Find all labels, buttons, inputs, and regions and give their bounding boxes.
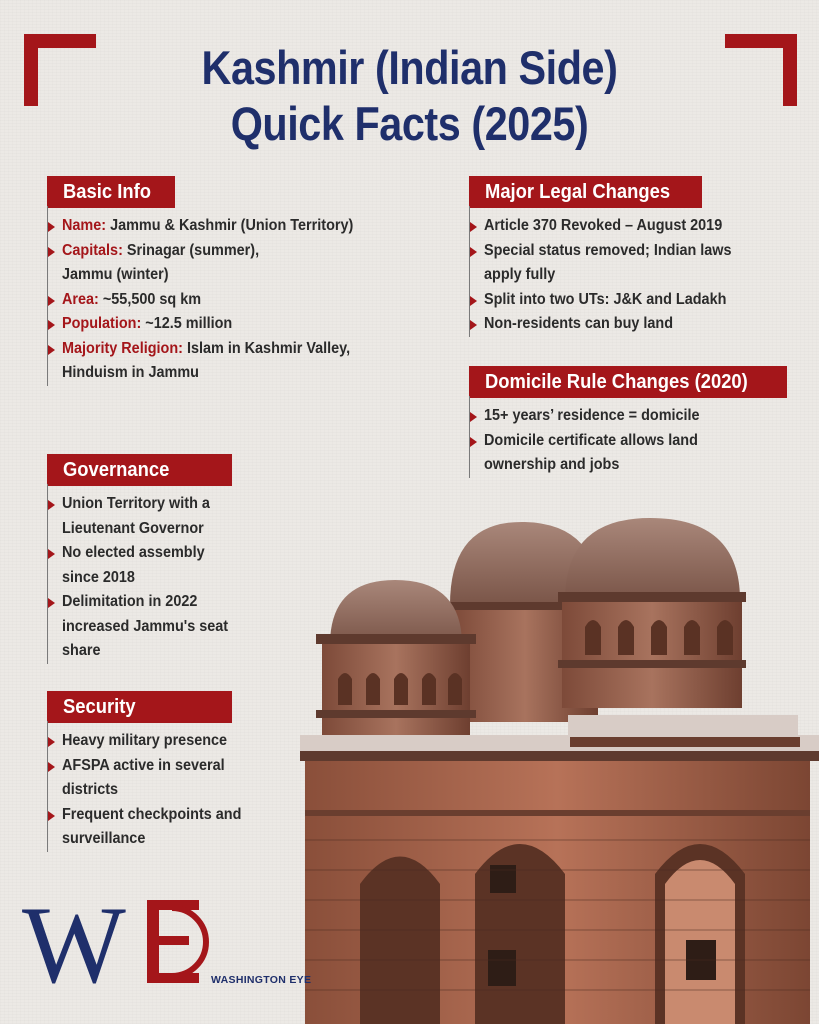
- governance-section: [47, 454, 247, 664]
- list-item: Split into two UTs: J&K and Ladakh: [469, 288, 769, 313]
- list-item: Union Territory with a Lieutenant Governor: [47, 492, 237, 541]
- security-section: [47, 691, 247, 852]
- list-item: Article 370 Revoked – August 2019: [469, 214, 769, 239]
- washington-eye-logo: [22, 886, 222, 996]
- list-item: Population: ~12.5 million: [47, 312, 372, 337]
- shrine-photo: [300, 510, 819, 1024]
- right-dome: [558, 518, 746, 708]
- list-item: 15+ years’ residence = domicile: [469, 404, 744, 429]
- list-item: Area: ~55,500 sq km: [47, 288, 372, 313]
- legal-changes-section: [469, 176, 789, 337]
- basic-info-section: [47, 176, 387, 386]
- list-item: Special status removed; Indian laws apply fully: [469, 239, 769, 288]
- logo-wordmark: WASHINGTON EYE: [211, 974, 312, 986]
- logo-w-icon: W: [22, 886, 126, 996]
- page-title: [0, 40, 819, 152]
- security-heading: Security: [47, 691, 232, 723]
- list-item: Capitals: Srinagar (summer), Jammu (winter): [47, 239, 302, 288]
- basic-info-heading: Basic Info: [47, 176, 175, 208]
- list-item: Domicile certificate allows land ownership and jobs: [469, 429, 744, 478]
- left-dome: [316, 580, 476, 745]
- title-line-2: Quick Facts (2025): [230, 97, 589, 150]
- domicile-section: [469, 366, 799, 478]
- list-item: Frequent checkpoints and surveillance: [47, 803, 247, 852]
- list-item: Non-residents can buy land: [469, 312, 769, 337]
- list-item: No elected assembly since 2018: [47, 541, 237, 590]
- logo-e-icon: [147, 900, 206, 983]
- list-item: Majority Religion: Islam in Kashmir Valley, Hinduism in Jammu: [47, 337, 372, 386]
- title-line-1: Kashmir (Indian Side): [201, 41, 618, 94]
- list-item: Heavy military presence: [47, 729, 252, 754]
- list-item: AFSPA active in several districts: [47, 754, 247, 803]
- legal-changes-heading: Major Legal Changes: [469, 176, 702, 208]
- shrine-body: [300, 715, 819, 1024]
- governance-heading: Governance: [47, 454, 232, 486]
- domicile-heading: Domicile Rule Changes (2020): [469, 366, 787, 398]
- list-item: Delimitation in 2022 increased Jammu's seat share: [47, 590, 237, 664]
- list-item: Name: Jammu & Kashmir (Union Territory): [47, 214, 372, 239]
